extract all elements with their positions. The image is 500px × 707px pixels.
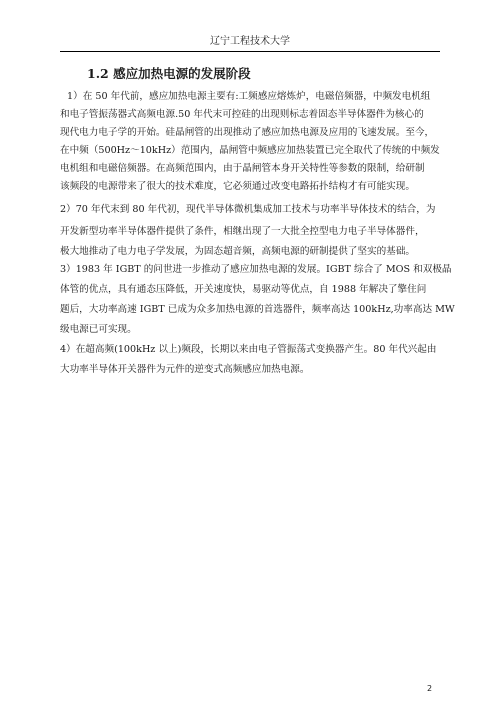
page-number: 2 [427,684,433,693]
paragraph-1-line-2: 和电子管振荡器式高频电源.50 年代末可控硅的出现则标志着固态半导体器件为核心的 [60,109,424,120]
page-header: 辽宁工程技术大学 [210,36,290,47]
paragraph-2-line-1: 2）70 年代末到 80 年代初，现代半导体微机集成加工技术与功率半导体技术的结合，为 [60,204,436,215]
section-heading: 1.2 感应加热电源的发展阶段 [87,66,251,81]
paragraph-4-line-2: 大功率半导体开关器件为元件的逆变式高频感应加热电源。 [60,364,310,375]
paragraph-1-line-5: 电机组和电磁倍频器。在高频范围内，由于晶闸管本身开关特性等参数的限制，给研制 [60,163,425,174]
paragraph-4-line-1: 4）在超高频(100kHz 以上)频段，长期以来由电子管振荡式变换器产生。80 年代兴起由 [60,344,437,355]
paragraph-3-line-4: 级电源已可实现。 [60,324,137,335]
paragraph-1-line-3: 现代电力电子学的开始。硅晶闸管的出现推动了感应加热电源及应用的飞速发展。至今， [60,127,435,138]
paragraph-2-line-3: 极大地推动了电力电子学发展，为固态超音频，高频电源的研制提供了坚实的基础。 [60,246,415,257]
paragraph-2-line-2: 开发新型功率半导体器件提供了条件，相继出现了一大批全控型电力电子半导体器件， [60,226,425,237]
paragraph-1-line-6: 该频段的电源带来了很大的技术难度，它必须通过改变电路拓扑结构才有可能实现。 [60,181,415,192]
paragraph-3-line-1: 3）1983 年 IGBT 的问世进一步推动了感应加热电源的发展。IGBT 综合了 MOS 和双极晶 [60,264,452,275]
header-rule [60,51,440,52]
paragraph-3-line-2: 体管的优点，具有通态压降低，开关速度快，易驱动等优点，自 1988 年解决了擎住问 [60,284,427,295]
paragraph-3-line-3: 题后，大功率高速 IGBT 已成为众多加热电源的首选器件，频率高达 100kHz,功率高达 MW [60,304,455,315]
paragraph-1-line-4: 在中频（500Hz～10kHz）范围内，晶闸管中频感应加热装置已完全取代了传统的中频发 [60,145,440,156]
paragraph-1-line-1: 1）在 50 年代前，感应加热电源主要有:工频感应熔炼炉，电磁倍频器，中频发电机组 [67,91,431,102]
